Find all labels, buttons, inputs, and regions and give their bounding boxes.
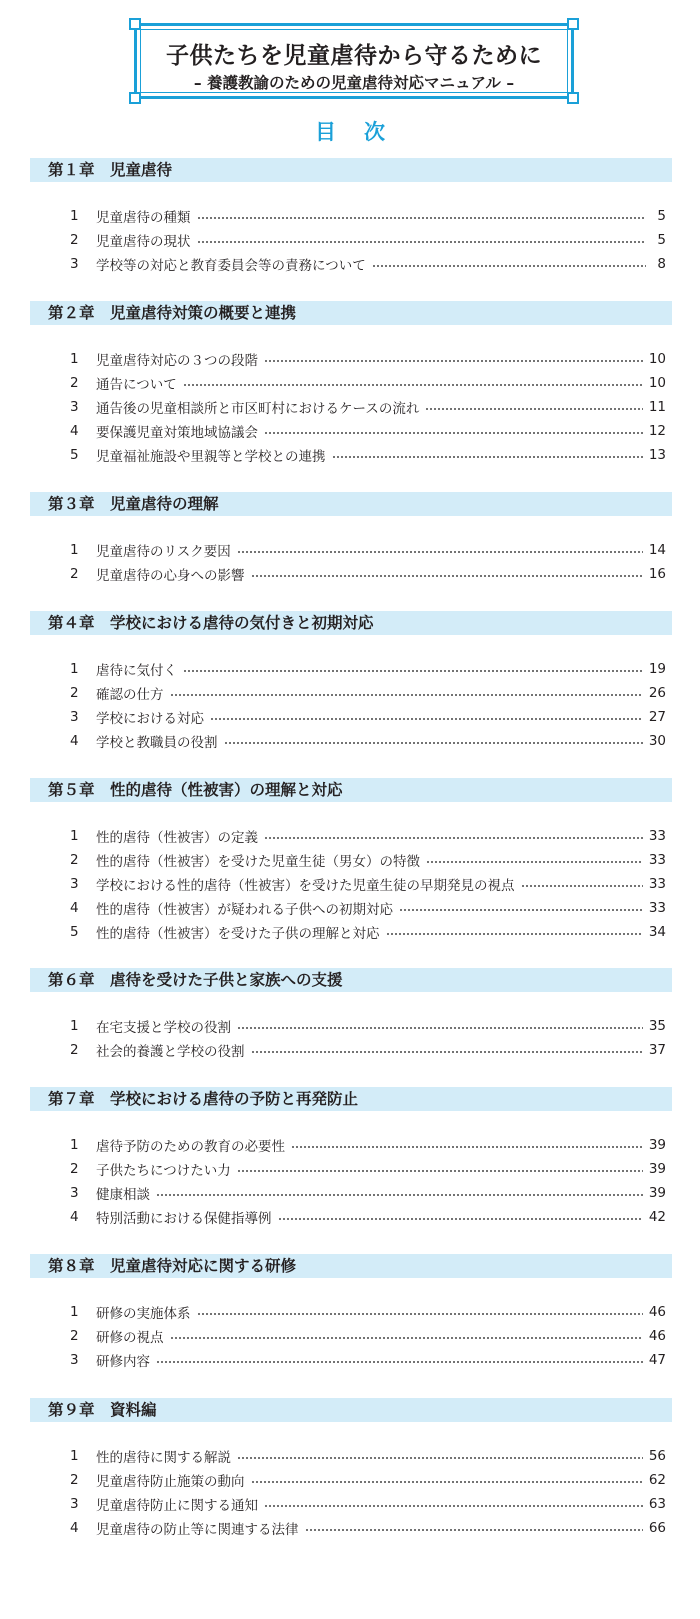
entry-page-number: 62 — [648, 1472, 666, 1488]
entry-page-number: 13 — [648, 447, 666, 463]
dot-leader — [399, 909, 643, 911]
entry-title: 児童虐待防止に関する通知 — [96, 1498, 258, 1514]
entry-title: 健康相談 — [96, 1187, 150, 1203]
dot-leader — [305, 1529, 643, 1531]
dot-leader — [197, 1313, 643, 1315]
entry-number: 3 — [70, 1496, 79, 1512]
entry-page-number: 47 — [648, 1352, 666, 1368]
entry-number: 2 — [70, 1161, 79, 1177]
entry-page-number: 26 — [648, 685, 666, 701]
frame-corner-ornament — [129, 92, 141, 104]
entry-number: 2 — [70, 685, 79, 701]
toc-entry[interactable] — [70, 1159, 666, 1179]
dot-leader — [197, 217, 647, 219]
dot-leader — [170, 694, 643, 696]
chapter-title: 第４章 学校における虐待の気付きと初期対応 — [48, 614, 374, 632]
entry-number: 2 — [70, 1042, 79, 1058]
entry-page-number: 5 — [657, 208, 666, 224]
entry-title: 児童虐待の現状 — [96, 234, 191, 250]
entry-number: 1 — [70, 828, 79, 844]
toc-entry[interactable] — [70, 731, 666, 751]
dot-leader — [251, 1051, 643, 1053]
dot-leader — [426, 861, 643, 863]
entry-page-number: 35 — [648, 1018, 666, 1034]
entry-number: 4 — [70, 1209, 79, 1225]
toc-entry[interactable] — [70, 564, 666, 584]
entry-number: 4 — [70, 900, 79, 916]
entry-number: 2 — [70, 1472, 79, 1488]
toc-entry[interactable] — [70, 707, 666, 727]
dot-leader — [210, 718, 643, 720]
entry-page-number: 11 — [648, 399, 666, 415]
entry-number: 2 — [70, 232, 79, 248]
entry-page-number: 30 — [648, 733, 666, 749]
entry-number: 4 — [70, 1520, 79, 1536]
chapter-title: 第２章 児童虐待対策の概要と連携 — [48, 304, 297, 322]
dot-leader — [332, 456, 643, 458]
entry-page-number: 16 — [648, 566, 666, 582]
entry-page-number: 5 — [657, 232, 666, 248]
entry-title: 研修の視点 — [96, 1330, 164, 1346]
entry-title: 確認の仕方 — [96, 687, 164, 703]
frame-corner-ornament — [567, 92, 579, 104]
entry-number: 3 — [70, 399, 79, 415]
entry-page-number: 63 — [648, 1496, 666, 1512]
toc-entry[interactable] — [70, 1135, 666, 1155]
entry-title: 性的虐待（性被害）の定義 — [96, 830, 258, 846]
entry-page-number: 39 — [648, 1137, 666, 1153]
toc-entry[interactable] — [70, 1494, 666, 1514]
entry-number: 1 — [70, 1137, 79, 1153]
entry-title: 特別活動における保健指導例 — [96, 1211, 272, 1227]
toc-entry[interactable] — [70, 1016, 666, 1036]
entry-page-number: 19 — [648, 661, 666, 677]
chapter-title: 第６章 虐待を受けた子供と家族への支援 — [48, 971, 343, 989]
toc-entry[interactable] — [70, 230, 666, 250]
toc-entry[interactable] — [70, 1207, 666, 1227]
dot-leader — [278, 1218, 643, 1220]
chapter-title: 第５章 性的虐待（性被害）の理解と対応 — [48, 781, 343, 799]
entry-number: 3 — [70, 1352, 79, 1368]
chapter-title: 第７章 学校における虐待の予防と再発防止 — [48, 1090, 359, 1108]
dot-leader — [386, 933, 643, 935]
entry-title: 学校等の対応と教育委員会等の責務について — [96, 258, 366, 274]
entry-page-number: 33 — [648, 828, 666, 844]
entry-number: 4 — [70, 733, 79, 749]
toc-entry[interactable] — [70, 445, 666, 465]
entry-title: 研修内容 — [96, 1354, 150, 1370]
entry-number: 5 — [70, 924, 79, 940]
dot-leader — [237, 1457, 643, 1459]
entry-page-number: 34 — [648, 924, 666, 940]
toc-entry[interactable] — [70, 1350, 666, 1370]
entry-title: 児童虐待の防止等に関連する法律 — [96, 1522, 299, 1538]
entry-page-number: 39 — [648, 1161, 666, 1177]
entry-title: 通告後の児童相談所と市区町村におけるケースの流れ — [96, 401, 420, 417]
entry-title: 研修の実施体系 — [96, 1306, 191, 1322]
toc-entry[interactable] — [70, 1470, 666, 1490]
dot-leader — [372, 265, 646, 267]
toc-entry[interactable] — [70, 206, 666, 226]
chapter-title: 第８章 児童虐待対応に関する研修 — [48, 1257, 297, 1275]
entry-number: 1 — [70, 542, 79, 558]
entry-title: 児童福祉施設や里親等と学校との連携 — [96, 449, 326, 465]
dot-leader — [264, 1505, 643, 1507]
entry-page-number: 66 — [648, 1520, 666, 1536]
entry-page-number: 39 — [648, 1185, 666, 1201]
entry-number: 2 — [70, 1328, 79, 1344]
dot-leader — [224, 742, 643, 744]
dot-leader — [156, 1361, 643, 1363]
entry-title: 通告について — [96, 377, 177, 393]
entry-page-number: 8 — [657, 256, 666, 272]
entry-title: 児童虐待対応の３つの段階 — [96, 353, 258, 369]
entry-number: 1 — [70, 661, 79, 677]
entry-title: 虐待に気付く — [96, 663, 177, 679]
chapter-title: 第３章 児童虐待の理解 — [48, 495, 219, 513]
entry-title: 学校における性的虐待（性被害）を受けた児童生徒の早期発見の視点 — [96, 878, 515, 894]
entry-page-number: 33 — [648, 852, 666, 868]
entry-number: 1 — [70, 1448, 79, 1464]
toc-entry[interactable] — [70, 922, 666, 942]
entry-title: 性的虐待（性被害）を受けた児童生徒（男女）の特徴 — [96, 854, 420, 870]
entry-page-number: 46 — [648, 1328, 666, 1344]
entry-number: 3 — [70, 1185, 79, 1201]
dot-leader — [251, 575, 643, 577]
toc-entry[interactable] — [70, 659, 666, 679]
dot-leader — [183, 670, 643, 672]
toc-entry[interactable] — [70, 826, 666, 846]
entry-title: 虐待予防のための教育の必要性 — [96, 1139, 285, 1155]
dot-leader — [264, 360, 643, 362]
toc-entry[interactable] — [70, 1518, 666, 1538]
entry-number: 1 — [70, 1304, 79, 1320]
entry-title: 学校と教職員の役割 — [96, 735, 218, 751]
toc-entry[interactable] — [70, 1326, 666, 1346]
toc-heading: 目次 — [315, 120, 413, 144]
document-subtitle: – 養護教諭のための児童虐待対応マニュアル – — [193, 74, 515, 92]
dot-leader — [425, 408, 642, 410]
entry-page-number: 46 — [648, 1304, 666, 1320]
toc-entry[interactable] — [70, 1040, 666, 1060]
dot-leader — [183, 384, 643, 386]
entry-title: 児童虐待の心身への影響 — [96, 568, 245, 584]
dot-leader — [264, 432, 643, 434]
toc-entry[interactable] — [70, 1302, 666, 1322]
entry-page-number: 42 — [648, 1209, 666, 1225]
dot-leader — [170, 1337, 643, 1339]
dot-leader — [156, 1194, 643, 1196]
toc-entry[interactable] — [70, 254, 666, 274]
entry-title: 性的虐待に関する解説 — [96, 1450, 231, 1466]
entry-title: 要保護児童対策地域協議会 — [96, 425, 258, 441]
toc-entry[interactable] — [70, 874, 666, 894]
entry-number: 1 — [70, 351, 79, 367]
entry-number: 2 — [70, 566, 79, 582]
toc-entry[interactable] — [70, 373, 666, 393]
frame-corner-ornament — [129, 18, 141, 30]
entry-title: 子供たちにつけたい力 — [96, 1163, 231, 1179]
dot-leader — [521, 885, 643, 887]
entry-page-number: 10 — [648, 351, 666, 367]
entry-title: 在宅支援と学校の役割 — [96, 1020, 231, 1036]
toc-entry[interactable] — [70, 1183, 666, 1203]
entry-number: 1 — [70, 208, 79, 224]
toc-entry[interactable] — [70, 850, 666, 870]
entry-number: 1 — [70, 1018, 79, 1034]
entry-page-number: 27 — [648, 709, 666, 725]
frame-corner-ornament — [567, 18, 579, 30]
toc-entry[interactable] — [70, 421, 666, 441]
entry-title: 性的虐待（性被害）を受けた子供の理解と対応 — [96, 926, 380, 942]
toc-entry[interactable] — [70, 683, 666, 703]
entry-page-number: 10 — [648, 375, 666, 391]
document-title: 子供たちを児童虐待から守るために — [166, 43, 542, 69]
entry-page-number: 33 — [648, 900, 666, 916]
toc-entry[interactable] — [70, 397, 666, 417]
entry-page-number: 12 — [648, 423, 666, 439]
dot-leader — [237, 551, 643, 553]
entry-page-number: 14 — [648, 542, 666, 558]
entry-page-number: 56 — [648, 1448, 666, 1464]
entry-title: 児童虐待のリスク要因 — [96, 544, 231, 560]
entry-page-number: 33 — [648, 876, 666, 892]
dot-leader — [237, 1027, 643, 1029]
dot-leader — [264, 837, 643, 839]
toc-entry[interactable] — [70, 898, 666, 918]
toc-entry[interactable] — [70, 349, 666, 369]
entry-title: 児童虐待防止施策の動向 — [96, 1474, 245, 1490]
entry-number: 3 — [70, 876, 79, 892]
toc-entry[interactable] — [70, 1446, 666, 1466]
chapter-title: 第９章 資料編 — [48, 1401, 157, 1419]
entry-number: 3 — [70, 709, 79, 725]
entry-title: 性的虐待（性被害）が疑われる子供への初期対応 — [96, 902, 393, 918]
title-frame — [134, 23, 574, 99]
dot-leader — [237, 1170, 643, 1172]
chapter-title: 第１章 児童虐待 — [48, 161, 173, 179]
entry-page-number: 37 — [648, 1042, 666, 1058]
entry-title: 学校における対応 — [96, 711, 204, 727]
dot-leader — [251, 1481, 643, 1483]
dot-leader — [197, 241, 647, 243]
entry-number: 2 — [70, 852, 79, 868]
entry-number: 5 — [70, 447, 79, 463]
entry-title: 社会的養護と学校の役割 — [96, 1044, 245, 1060]
dot-leader — [291, 1146, 643, 1148]
entry-number: 2 — [70, 375, 79, 391]
entry-title: 児童虐待の種類 — [96, 210, 191, 226]
toc-entry[interactable] — [70, 540, 666, 560]
entry-number: 4 — [70, 423, 79, 439]
entry-number: 3 — [70, 256, 79, 272]
